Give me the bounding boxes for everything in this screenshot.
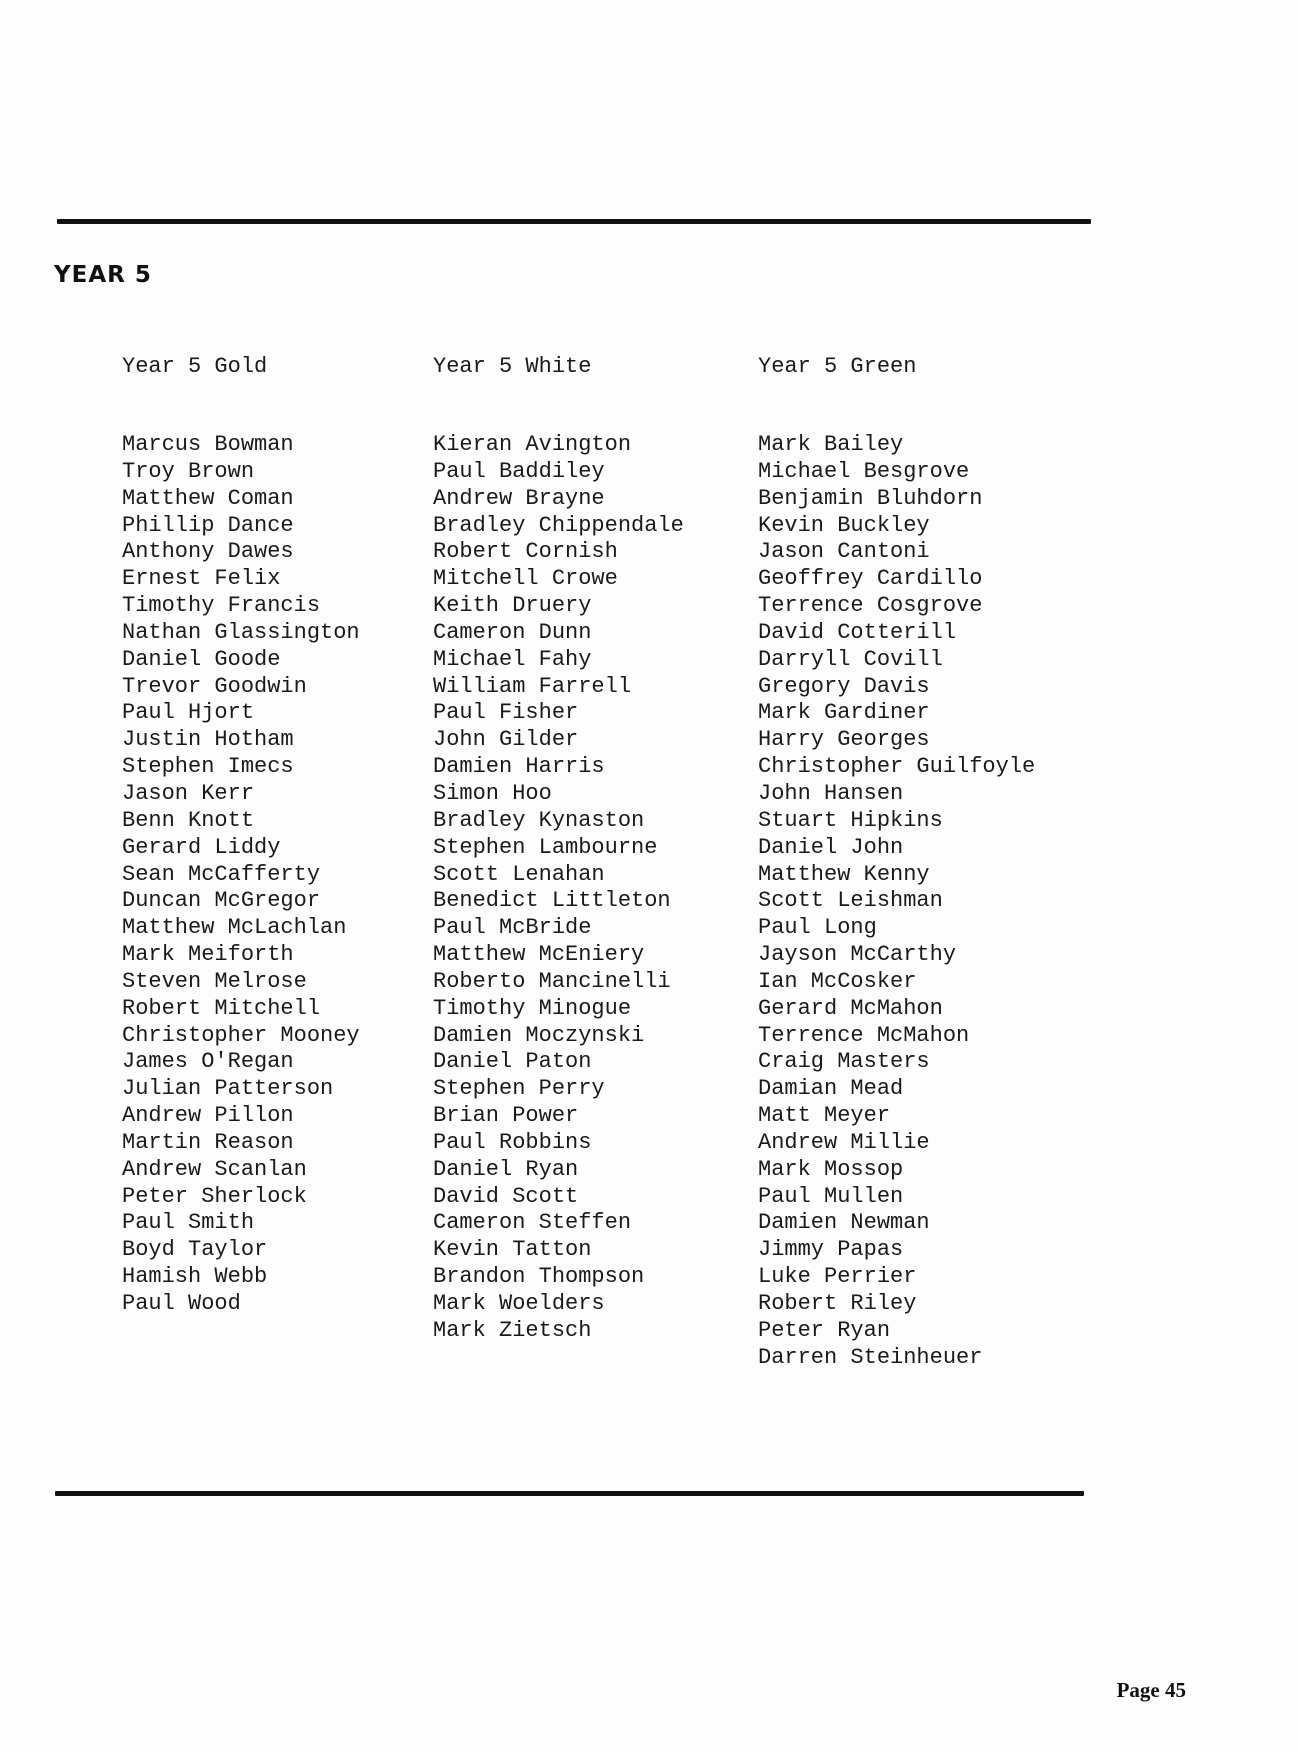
column-heading: Year 5 Green	[758, 354, 917, 379]
list-item: Mark Zietsch	[433, 1317, 592, 1343]
list-item: Justin Hotham	[122, 727, 294, 753]
list-item: Darren Steinheuer	[758, 1344, 983, 1370]
list-item: Duncan McGregor	[122, 888, 321, 914]
list-item: Terrence McMahon	[758, 1022, 970, 1048]
name-list	[433, 432, 684, 1345]
list-item: Andrew Scanlan	[122, 1156, 307, 1182]
column-heading: Year 5 Gold	[122, 354, 268, 379]
list-item: Christopher Guilfoyle	[758, 754, 1036, 780]
list-item: Steven Melrose	[122, 968, 307, 994]
list-item: Harry Georges	[758, 727, 930, 753]
list-item: Ernest Felix	[122, 566, 281, 592]
list-item: Timothy Minogue	[433, 995, 632, 1021]
list-item: Timothy Francis	[122, 593, 321, 619]
list-item: John Hansen	[758, 780, 904, 806]
list-item: Gregory Davis	[758, 673, 930, 699]
list-item: Daniel Paton	[433, 1049, 592, 1075]
list-item: Matt Meyer	[758, 1103, 891, 1129]
list-item: Benjamin Bluhdorn	[758, 485, 983, 511]
list-item: Nathan Glassington	[122, 619, 360, 645]
list-item: Cameron Steffen	[433, 1210, 632, 1236]
list-item: Darryll Covill	[758, 646, 943, 672]
bottom-rule	[55, 1491, 1084, 1496]
list-item: Hamish Webb	[122, 1264, 268, 1290]
list-item: Paul Wood	[122, 1291, 241, 1316]
list-item: Damien Harris	[433, 754, 605, 780]
list-item: Andrew Brayne	[433, 485, 605, 511]
list-item: Stephen Lambourne	[433, 834, 658, 860]
list-item: Craig Masters	[758, 1049, 930, 1075]
list-item: Anthony Dawes	[122, 539, 294, 565]
list-item: Andrew Millie	[758, 1129, 930, 1155]
class-column-gold	[122, 352, 360, 1318]
list-item: Geoffrey Cardillo	[758, 566, 983, 592]
list-item: Paul Long	[758, 915, 877, 941]
list-item: Stephen Perry	[433, 1076, 605, 1102]
list-item: Mark Gardiner	[758, 700, 930, 726]
list-item: James O'Regan	[122, 1049, 294, 1075]
list-item: Daniel Ryan	[433, 1156, 579, 1182]
list-item: Benn Knott	[122, 807, 255, 833]
list-item: Roberto Mancinelli	[433, 968, 671, 994]
class-column-green	[758, 352, 1035, 1372]
column-heading: Year 5 White	[433, 354, 592, 379]
list-item: William Farrell	[433, 673, 632, 699]
list-item: Bradley Chippendale	[433, 512, 684, 538]
list-item: Mitchell Crowe	[433, 566, 618, 592]
list-item: Julian Patterson	[122, 1076, 334, 1102]
list-item: Matthew Kenny	[758, 861, 930, 887]
list-item: Damien Moczynski	[433, 1022, 645, 1048]
list-item: Kieran Avington	[433, 432, 632, 457]
list-item: Paul Fisher	[433, 700, 579, 726]
list-item: David Scott	[433, 1183, 579, 1209]
list-item: Terrence Cosgrove	[758, 593, 983, 619]
top-rule	[57, 219, 1091, 224]
name-list	[758, 432, 1035, 1372]
list-item: David Cotterill	[758, 619, 957, 645]
list-item: Matthew McEniery	[433, 942, 645, 968]
list-item: Michael Besgrove	[758, 458, 970, 484]
section-title: YEAR 5	[54, 262, 152, 288]
list-item: Martin Reason	[122, 1129, 294, 1155]
list-item: Brian Power	[433, 1103, 579, 1129]
list-item: Simon Hoo	[433, 780, 552, 806]
list-item: Boyd Taylor	[122, 1237, 268, 1263]
list-item: Gerard Liddy	[122, 834, 281, 860]
page-number: Page 45	[1116, 1678, 1186, 1702]
list-item: Stephen Imecs	[122, 754, 294, 780]
list-item: Ian McCosker	[758, 968, 917, 994]
list-item: Benedict Littleton	[433, 888, 671, 914]
list-item: Christopher Mooney	[122, 1022, 360, 1048]
list-item: Paul McBride	[433, 915, 592, 941]
list-item: Paul Mullen	[758, 1183, 904, 1209]
list-item: Cameron Dunn	[433, 619, 592, 645]
list-item: Kevin Buckley	[758, 512, 930, 538]
list-item: Robert Mitchell	[122, 995, 321, 1021]
list-item: Michael Fahy	[433, 646, 592, 672]
list-item: Paul Baddiley	[433, 458, 605, 484]
list-item: Jason Cantoni	[758, 539, 930, 565]
list-item: Mark Bailey	[758, 432, 904, 457]
list-item: Troy Brown	[122, 458, 255, 484]
list-item: John Gilder	[433, 727, 579, 753]
list-item: Paul Hjort	[122, 700, 255, 726]
list-item: Peter Ryan	[758, 1317, 891, 1343]
list-item: Gerard McMahon	[758, 995, 943, 1021]
list-item: Paul Robbins	[433, 1129, 592, 1155]
list-item: Kevin Tatton	[433, 1237, 592, 1263]
list-item: Brandon Thompson	[433, 1264, 645, 1290]
list-item: Phillip Dance	[122, 512, 294, 538]
list-item: Robert Riley	[758, 1291, 917, 1316]
list-item: Luke Perrier	[758, 1264, 917, 1290]
list-item: Scott Lenahan	[433, 861, 605, 887]
list-item: Scott Leishman	[758, 888, 943, 914]
list-item: Damien Newman	[758, 1210, 930, 1236]
class-column-white	[433, 352, 684, 1345]
list-item: Jayson McCarthy	[758, 942, 957, 968]
list-item: Mark Woelders	[433, 1291, 605, 1316]
list-item: Sean McCafferty	[122, 861, 321, 887]
list-item: Mark Meiforth	[122, 942, 294, 968]
name-list	[122, 432, 360, 1318]
list-item: Robert Cornish	[433, 539, 618, 565]
list-item: Daniel Goode	[122, 646, 281, 672]
list-item: Andrew Pillon	[122, 1103, 294, 1129]
list-item: Bradley Kynaston	[433, 807, 645, 833]
list-item: Daniel John	[758, 834, 904, 860]
list-item: Marcus Bowman	[122, 432, 294, 457]
list-item: Mark Mossop	[758, 1156, 904, 1182]
list-item: Stuart Hipkins	[758, 807, 943, 833]
list-item: Jimmy Papas	[758, 1237, 904, 1263]
list-item: Peter Sherlock	[122, 1183, 307, 1209]
list-item: Keith Druery	[433, 593, 592, 619]
list-item: Damian Mead	[758, 1076, 904, 1102]
list-item: Trevor Goodwin	[122, 673, 307, 699]
list-item: Matthew Coman	[122, 485, 294, 511]
list-item: Jason Kerr	[122, 780, 255, 806]
list-item: Matthew McLachlan	[122, 915, 347, 941]
list-item: Paul Smith	[122, 1210, 255, 1236]
